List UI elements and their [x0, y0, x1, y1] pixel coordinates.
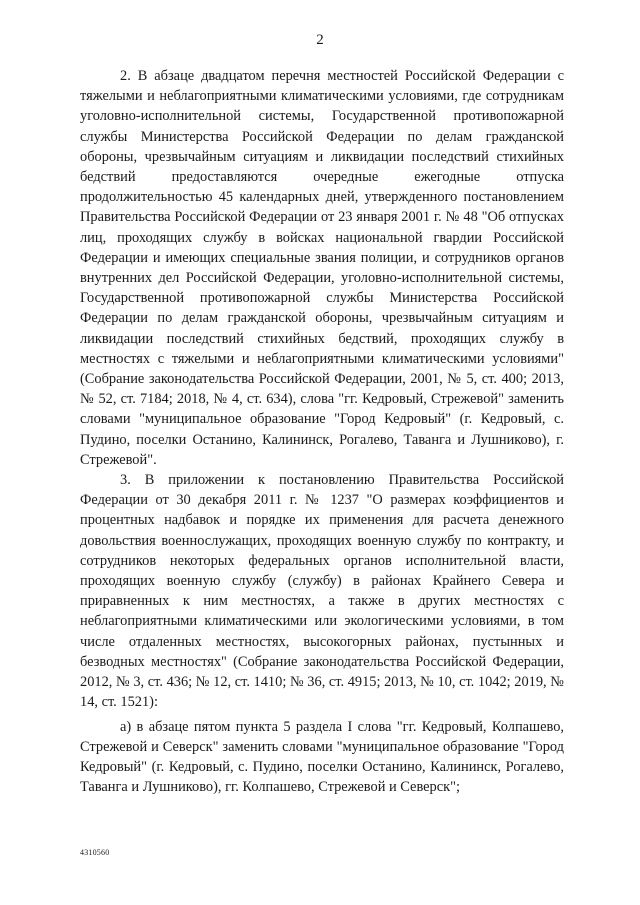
paragraph-item-3: 3. В приложении к постановлению Правительства Российской Федерации от 30 декабря 2011 г. № 1237 "О размерах коэффициентов и процентных надбавок и порядке их применения для расчета денежного довольствия военнослужащих, проходящих военную службу по контракту, и сотрудников некоторых федеральных органов исполнительной власти, проходящих военную службу (службу) в районах Крайнего Севера и приравненных к ним местностях, а также в других местностях с неблагоприятными климатическими или экологическими условиями, в том числе отдаленных местностях, высокогорных районах, пустынных и безводных местностях" (Собрание законодательства Российской Федерации, 2012, № 3, ст. 436; № 12, ст. 1410; № 36, ст. 4915; 2013, № 10, ст. 1042; 2019, № 14, ст. 1521):	[80, 472, 564, 711]
document-code: 4310560	[80, 848, 110, 857]
page-number: 2	[316, 32, 324, 48]
document-body	[80, 66, 564, 797]
paragraph-subitem-a: а) в абзаце пятом пункта 5 раздела I слова "гг. Кедровый, Колпашево, Стрежевой и Северск" заменить словами "муниципальное образование "Город Кедровый" (г. Кедровый, с. Пудино, поселки Останино, Калининск, Рогалево, Таванга и Лушниково), гг. Колпашево, Стрежевой и Северск";	[80, 718, 564, 796]
paragraph-item-2: 2. В абзаце двадцатом перечня местностей Российской Федерации с тяжелыми и неблагоприятными климатическими условиями, где сотрудникам уголовно-исполнительной системы, Государственной противопожарной службы Министерства Российской Федерации по делам гражданской обороны, чрезвычайным ситуациям и ликвидации последствий стихийных бедствий предоставляются очередные ежегодные отпуска продолжительностью 45 календарных дней, утвержденного постановлением Правительства Российской Федерации от 23 января 2001 г. № 48 "Об отпусках лиц, проходящих службу в войсках национальной гвардии Российской Федерации и имеющих специальные звания полиции, и сотрудников органов внутренних дел Российской Федерации, уголовно-исполнительной системы, Государственной противопожарной службы Министерства Российской Федерации по делам гражданской обороны, чрезвычайным ситуациям и ликвидации последствий стихийных бедствий, проходящих службу в местностях с тяжелыми и неблагоприятными климатическими условиями" (Собрание законодательства Российской Федерации, 2001, № 5, ст. 400; 2013, № 52, ст. 7184; 2018, № 4, ст. 634), слова "гг. Кедровый, Стрежевой" заменить словами "муниципальное образование "Город Кедровый" (г. Кедровый, с. Пудино, поселки Останино, Калининск, Рогалево, Таванга и Лушниково), г. Стрежевой".	[80, 68, 564, 468]
